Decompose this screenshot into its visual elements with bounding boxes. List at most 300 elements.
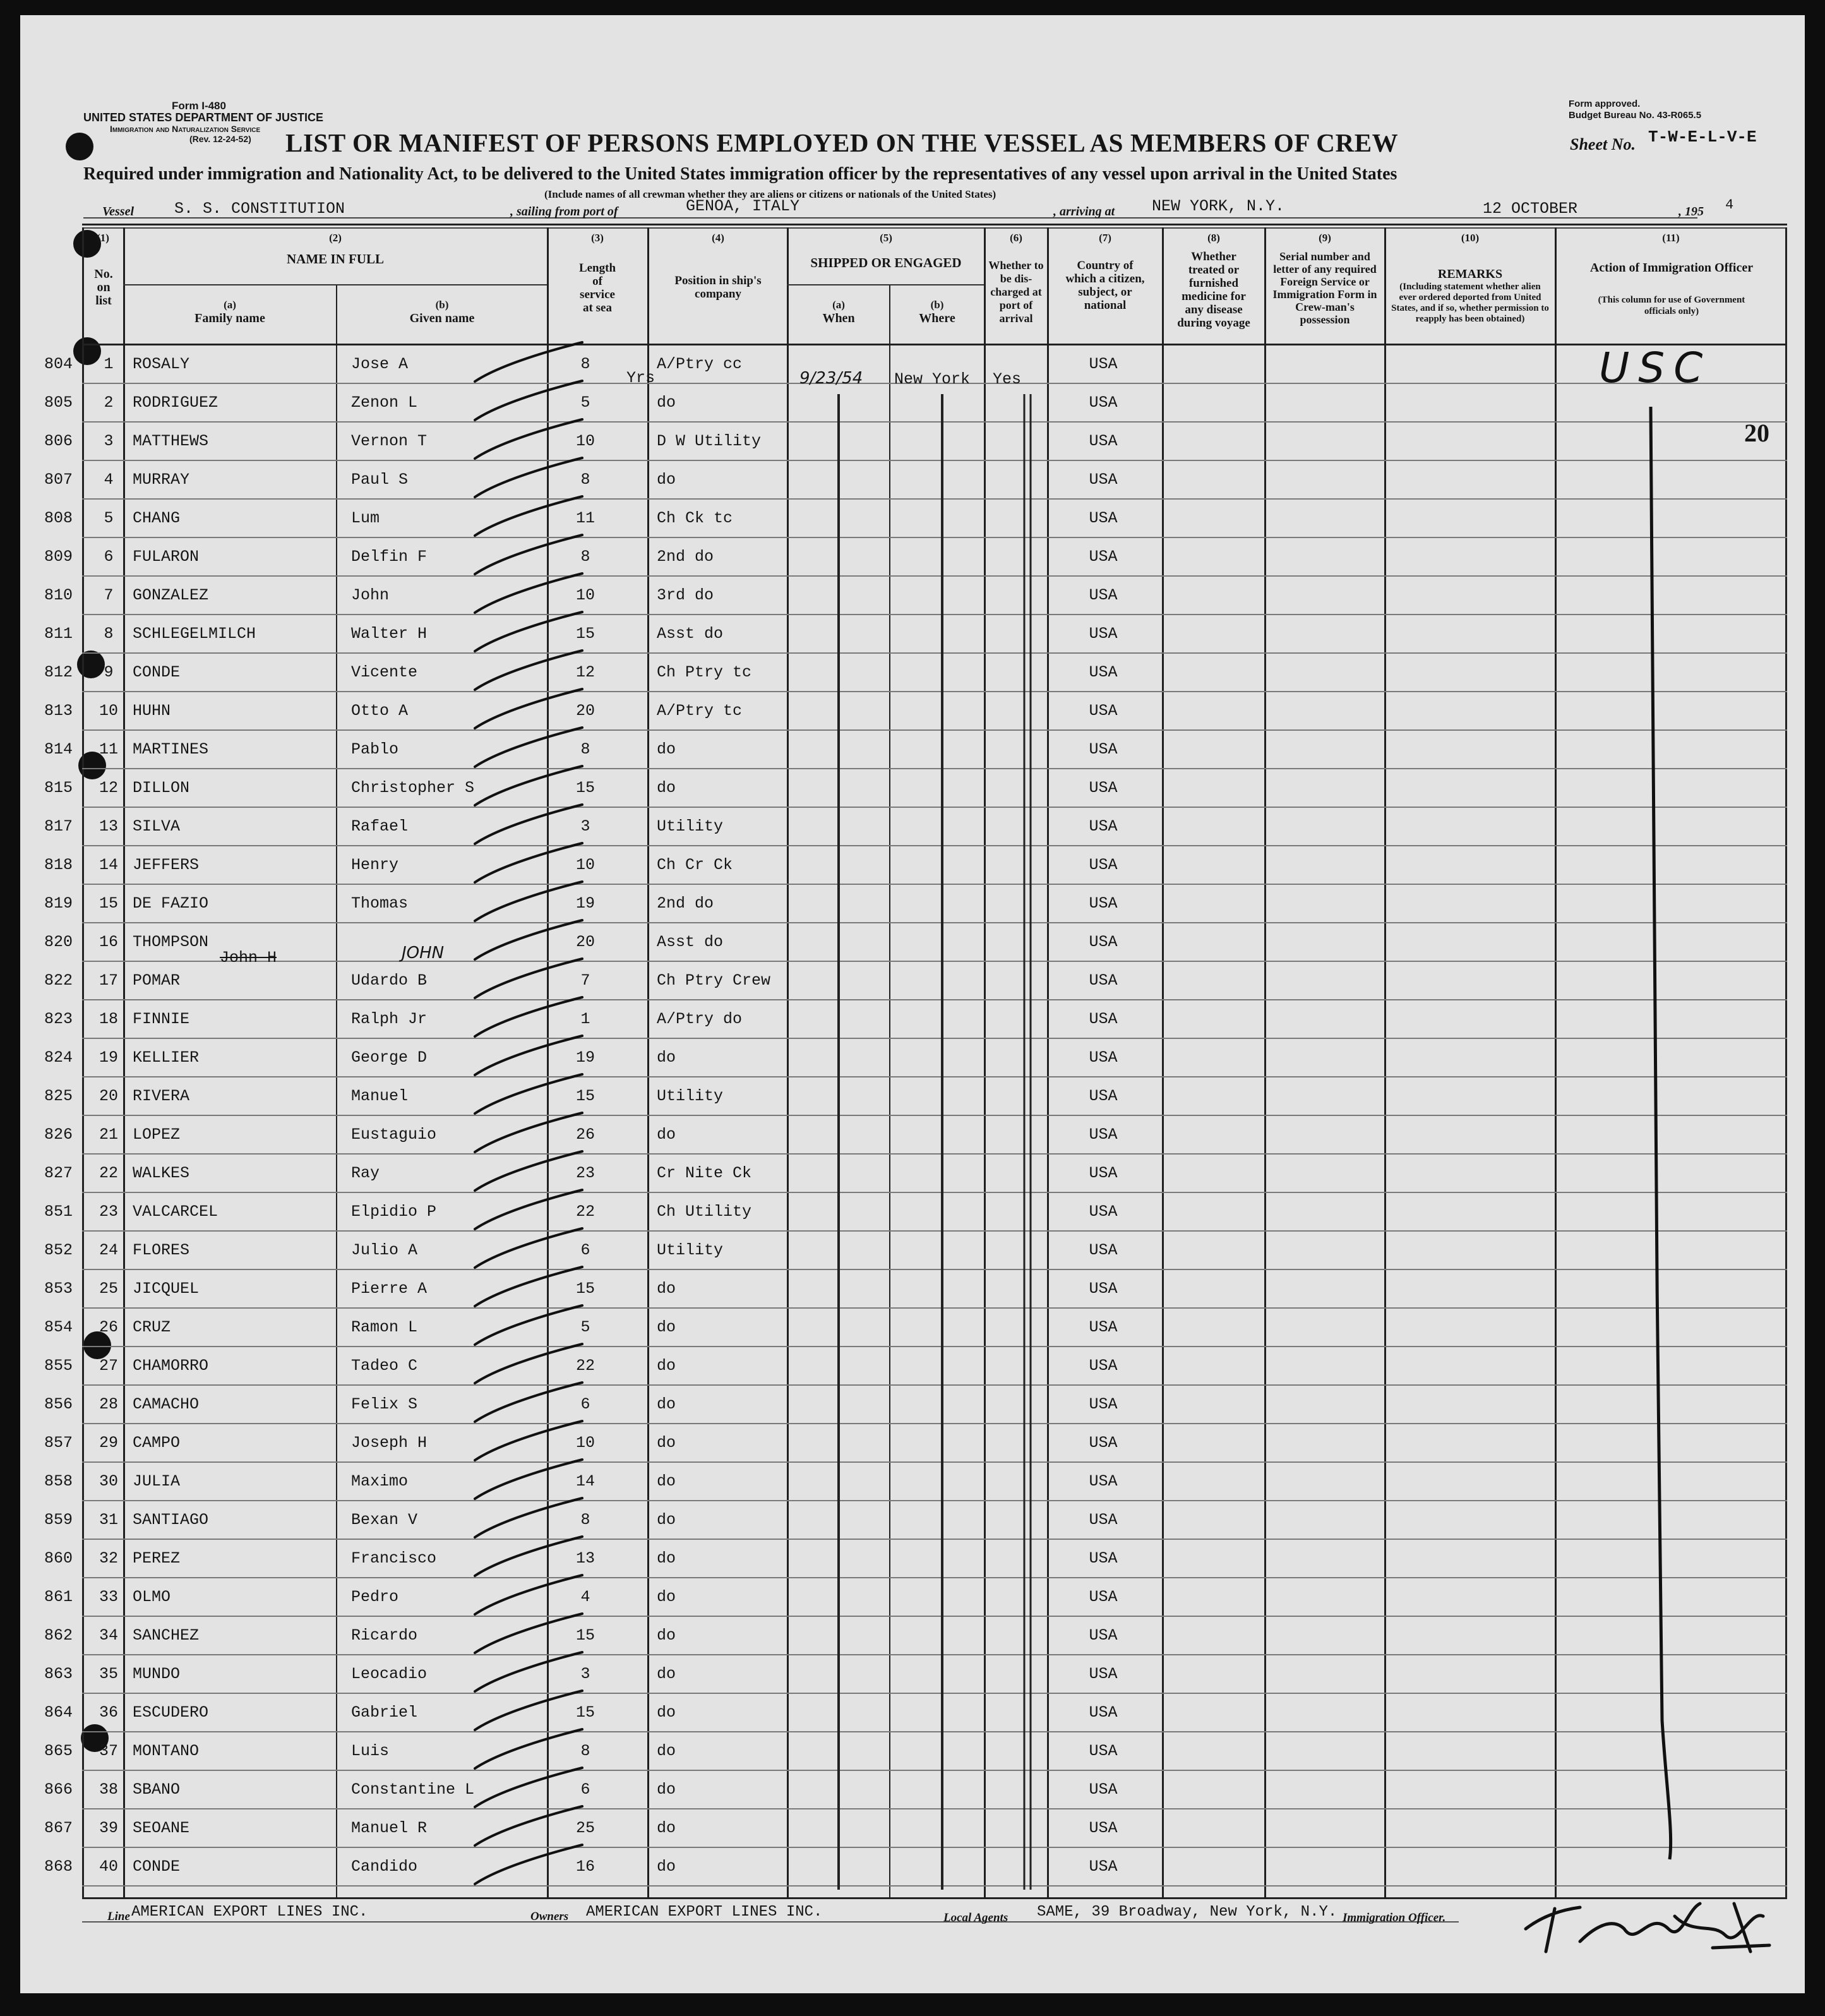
- position: D W Utility: [657, 432, 762, 450]
- given-name: George D: [351, 1048, 428, 1067]
- form-approved: Form approved.: [1569, 99, 1641, 109]
- family-name: VALCARCEL: [133, 1203, 218, 1221]
- position: Ch Ptry Crew: [657, 971, 771, 990]
- position: do: [657, 1549, 676, 1568]
- position: do: [657, 1626, 676, 1645]
- line-label: Line: [107, 1910, 130, 1923]
- nationality: USA: [1089, 1742, 1118, 1760]
- service-years: 10: [575, 432, 595, 450]
- nationality: USA: [1089, 355, 1118, 373]
- list-id: 854: [44, 1318, 73, 1336]
- family-name: MONTANO: [133, 1742, 200, 1760]
- nationality: USA: [1089, 779, 1118, 797]
- sheet-number: T-W-E-L-V-E: [1648, 128, 1757, 147]
- list-id: 825: [44, 1087, 73, 1105]
- family-name: HUHN: [133, 702, 171, 720]
- position: do: [657, 1125, 676, 1144]
- family-name: SEOANE: [133, 1819, 190, 1837]
- nationality: USA: [1089, 1318, 1118, 1336]
- list-id: 827: [44, 1164, 73, 1182]
- nationality: USA: [1089, 1511, 1118, 1529]
- position: do: [657, 1318, 676, 1336]
- list-id: 811: [44, 625, 73, 643]
- service-years: 15: [575, 779, 595, 797]
- given-name: Vernon T: [351, 432, 428, 450]
- col-3-header: Length of service at sea: [578, 261, 616, 315]
- col-1-number: (1): [97, 232, 109, 244]
- family-name: POMAR: [133, 971, 181, 990]
- row-number: 6: [104, 548, 114, 566]
- row-number: 26: [99, 1318, 118, 1336]
- row-number: 20: [99, 1087, 118, 1105]
- col-7-header: Country of which a citizen, subject, or national: [1065, 259, 1145, 312]
- family-name: SCHLEGELMILCH: [133, 625, 256, 643]
- given-name: Delfin F: [351, 548, 428, 566]
- family-name: MARTINES: [133, 740, 209, 759]
- sailing-port: GENOA, ITALY: [686, 197, 800, 215]
- family-name: KELLIER: [133, 1048, 200, 1067]
- row-number: 40: [99, 1857, 118, 1876]
- family-name: CAMACHO: [133, 1395, 200, 1413]
- nationality: USA: [1089, 1048, 1118, 1067]
- service-years: 25: [575, 1819, 595, 1837]
- family-name: GONZALEZ: [133, 586, 209, 604]
- row-1-shipped-where: New York: [894, 370, 971, 388]
- nationality: USA: [1089, 1819, 1118, 1837]
- position: A/Ptry tc: [657, 702, 743, 720]
- family-name: CHANG: [133, 509, 181, 527]
- row-number: 8: [104, 625, 114, 643]
- col-5-header: SHIPPED OR ENGAGED: [810, 255, 962, 270]
- row-number: 32: [99, 1549, 118, 1568]
- col-7-number: (7): [1099, 232, 1111, 244]
- checkmark-stroke: [475, 1267, 582, 1306]
- nationality: USA: [1089, 1010, 1118, 1028]
- service-years: 19: [575, 894, 595, 913]
- col-2-number: (2): [329, 232, 342, 244]
- row-number: 25: [99, 1280, 118, 1298]
- service-years: 26: [575, 1125, 595, 1144]
- list-id: 866: [44, 1780, 73, 1799]
- col-8-header: Whether treated or furnished medicine for any disease during voyage: [1177, 250, 1250, 330]
- col-2b-header: Given name: [409, 311, 475, 325]
- service-years: 14: [575, 1472, 595, 1491]
- list-id: 852: [44, 1241, 73, 1259]
- nationality: USA: [1089, 1203, 1118, 1221]
- checkmark-stroke: [475, 1344, 582, 1383]
- vessel-name: S. S. CONSTITUTION: [174, 200, 345, 218]
- family-name: SANTIAGO: [133, 1511, 209, 1529]
- nationality: USA: [1089, 1280, 1118, 1298]
- given-name: Henry: [351, 856, 399, 874]
- checkmark-stroke: [475, 535, 582, 574]
- officer-mark: USC: [1599, 344, 1712, 392]
- service-years: 11: [575, 509, 595, 527]
- position: do: [657, 1357, 676, 1375]
- checkmark-stroke: [475, 1113, 582, 1152]
- year-digit: 4: [1725, 197, 1734, 213]
- given-name: Pierre A: [351, 1280, 428, 1298]
- row-1-shipped-when: 9/23/54: [799, 369, 863, 388]
- position: Ch Utility: [657, 1203, 752, 1221]
- row-number: 3: [104, 432, 114, 450]
- list-id: 851: [44, 1203, 73, 1221]
- nationality: USA: [1089, 625, 1118, 643]
- list-id: 805: [44, 393, 73, 412]
- given-name: Candido: [351, 1857, 418, 1876]
- given-name: Paul S: [351, 471, 409, 489]
- service-years: 4: [580, 1588, 590, 1606]
- row-number: 2: [104, 393, 114, 412]
- list-id: 861: [44, 1588, 73, 1606]
- position: do: [657, 1819, 676, 1837]
- position: do: [657, 393, 676, 412]
- col-3-number: (3): [591, 232, 604, 244]
- given-name: Pedro: [351, 1588, 399, 1606]
- service-years: 15: [575, 625, 595, 643]
- nationality: USA: [1089, 1549, 1118, 1568]
- nationality: USA: [1089, 509, 1118, 527]
- service-years: 6: [580, 1395, 590, 1413]
- given-name: Udardo B: [351, 971, 428, 990]
- given-name: Thomas: [351, 894, 409, 913]
- pen-marks: [20, 15, 1805, 1993]
- col-10-header: REMARKS: [1437, 267, 1503, 281]
- service-years: 15: [575, 1703, 595, 1722]
- service-years: 13: [575, 1549, 595, 1568]
- position: do: [657, 779, 676, 797]
- position: A/Ptry cc: [657, 355, 743, 373]
- list-id: 863: [44, 1665, 73, 1683]
- position: do: [657, 1588, 676, 1606]
- given-name: Leocadio: [351, 1665, 428, 1683]
- position: do: [657, 1857, 676, 1876]
- position: do: [657, 1742, 676, 1760]
- service-years: 20: [575, 933, 595, 951]
- checkmark-stroke: [475, 458, 582, 497]
- col-9-header: Serial number and letter of any required Foreign Service or Immigration Form in Crew-man's possession: [1272, 250, 1377, 326]
- family-name: CHAMORRO: [133, 1357, 209, 1375]
- given-name: Christopher S: [351, 779, 475, 797]
- manifest-page: [20, 15, 1805, 1993]
- row-number: 35: [99, 1665, 118, 1683]
- checkmark-stroke: [475, 1421, 582, 1460]
- row-number: 22: [99, 1164, 118, 1182]
- nationality: USA: [1089, 971, 1118, 990]
- nationality: USA: [1089, 548, 1118, 566]
- given-name: Jose A: [351, 355, 409, 373]
- nationality: USA: [1089, 1857, 1118, 1876]
- row-16-struck-given: John H: [220, 949, 277, 967]
- checkmark-stroke: [475, 419, 582, 459]
- service-years: 20: [575, 702, 595, 720]
- checkmark-stroke: [475, 1383, 582, 1422]
- list-id: 857: [44, 1434, 73, 1452]
- family-name: WALKES: [133, 1164, 190, 1182]
- checkmark-stroke: [475, 1305, 582, 1345]
- list-id: 809: [44, 548, 73, 566]
- col-6-number: (6): [1010, 232, 1022, 244]
- row-number: 34: [99, 1626, 118, 1645]
- given-name: Vicente: [351, 663, 418, 681]
- family-name: JEFFERS: [133, 856, 200, 874]
- position: do: [657, 740, 676, 759]
- position: do: [657, 1665, 676, 1683]
- position: do: [657, 1434, 676, 1452]
- given-name: Lum: [351, 509, 380, 527]
- row-number: 21: [99, 1125, 118, 1144]
- list-id: 824: [44, 1048, 73, 1067]
- family-name: MUNDO: [133, 1665, 181, 1683]
- nationality: USA: [1089, 1164, 1118, 1182]
- col-5b-header: Where: [919, 311, 955, 325]
- family-name: JULIA: [133, 1472, 181, 1491]
- nationality: USA: [1089, 1780, 1118, 1799]
- checkmark-stroke: [475, 1036, 582, 1075]
- service-years: 3: [580, 817, 590, 836]
- position: Utility: [657, 1087, 724, 1105]
- checkmark-stroke: [475, 1806, 582, 1845]
- row-16-written-given: JOHN: [402, 944, 445, 963]
- row-number: 15: [99, 894, 118, 913]
- row-number: 30: [99, 1472, 118, 1491]
- row-number: 7: [104, 586, 114, 604]
- row-1-discharge: Yes: [993, 370, 1022, 388]
- nationality: USA: [1089, 933, 1118, 951]
- position: Ch Ck tc: [657, 509, 733, 527]
- given-name: Pablo: [351, 740, 399, 759]
- row-number: 36: [99, 1703, 118, 1722]
- position: Cr Nite Ck: [657, 1164, 752, 1182]
- checkmark-stroke: [475, 1845, 582, 1884]
- position: do: [657, 1511, 676, 1529]
- col-5a-header: When: [822, 311, 855, 325]
- row-number: 5: [104, 509, 114, 527]
- position: A/Ptry do: [657, 1010, 743, 1028]
- row-number: 31: [99, 1511, 118, 1529]
- arriving-port: NEW YORK, N.Y.: [1152, 197, 1285, 215]
- nationality: USA: [1089, 856, 1118, 874]
- service-years: 8: [580, 740, 590, 759]
- given-name: Ramon L: [351, 1318, 418, 1336]
- position: do: [657, 1395, 676, 1413]
- department: UNITED STATES DEPARTMENT OF JUSTICE: [83, 111, 324, 124]
- family-name: FULARON: [133, 548, 200, 566]
- row-number: 39: [99, 1819, 118, 1837]
- checkmark-stroke: [475, 728, 582, 767]
- given-name: Ricardo: [351, 1626, 418, 1645]
- checkmark-stroke: [475, 1151, 582, 1191]
- checkmark-stroke: [475, 1190, 582, 1229]
- given-name: Manuel: [351, 1087, 409, 1105]
- family-name: RIVERA: [133, 1087, 190, 1105]
- service-years: 10: [575, 856, 595, 874]
- service-years: 19: [575, 1048, 595, 1067]
- service-years: 22: [575, 1357, 595, 1375]
- nationality: USA: [1089, 1125, 1118, 1144]
- family-name: FLORES: [133, 1241, 190, 1259]
- checkmark-stroke: [475, 1460, 582, 1499]
- row-number: 27: [99, 1357, 118, 1375]
- nationality: USA: [1089, 663, 1118, 681]
- position: 2nd do: [657, 894, 714, 913]
- family-name: SANCHEZ: [133, 1626, 200, 1645]
- row-number: 33: [99, 1588, 118, 1606]
- list-id: 815: [44, 779, 73, 797]
- col-5-number: (5): [880, 232, 892, 244]
- position: 3rd do: [657, 586, 714, 604]
- agents-label: Local Agents: [943, 1911, 1008, 1924]
- col-11-number: (11): [1662, 232, 1680, 244]
- service-years: 5: [580, 393, 590, 412]
- row-number: 11: [99, 740, 118, 759]
- given-name: Felix S: [351, 1395, 418, 1413]
- list-id: 822: [44, 971, 73, 990]
- family-name: OLMO: [133, 1588, 171, 1606]
- nationality: USA: [1089, 471, 1118, 489]
- owners-value: AMERICAN EXPORT LINES INC.: [586, 1904, 823, 1921]
- checkmark-stroke: [475, 882, 582, 921]
- row-number: 13: [99, 817, 118, 836]
- position: Utility: [657, 1241, 724, 1259]
- given-name: Eustaguio: [351, 1125, 437, 1144]
- family-name: CONDE: [133, 1857, 181, 1876]
- document-title: LIST OR MANIFEST OF PERSONS EMPLOYED ON THE VESSEL AS MEMBERS OF CREW: [285, 128, 1399, 157]
- service-years: 10: [575, 1434, 595, 1452]
- service-years: 15: [575, 1626, 595, 1645]
- position: do: [657, 1280, 676, 1298]
- row-number: 37: [99, 1742, 118, 1760]
- family-name: ESCUDERO: [133, 1703, 209, 1722]
- list-id: 812: [44, 663, 73, 681]
- list-id: 813: [44, 702, 73, 720]
- row-number: 17: [99, 971, 118, 990]
- family-name: DE FAZIO: [133, 894, 209, 913]
- given-name: Bexan V: [351, 1511, 418, 1529]
- sheet-label: Sheet No.: [1570, 135, 1636, 153]
- position: do: [657, 1472, 676, 1491]
- col-2-header: NAME IN FULL: [286, 251, 384, 267]
- row-number: 29: [99, 1434, 118, 1452]
- service-years: 8: [580, 471, 590, 489]
- row-number: 18: [99, 1010, 118, 1028]
- row-number: 12: [99, 779, 118, 797]
- list-id: 856: [44, 1395, 73, 1413]
- nationality: USA: [1089, 1357, 1118, 1375]
- col-8-number: (8): [1207, 232, 1220, 244]
- list-id: 808: [44, 509, 73, 527]
- officer-label: Immigration Officer.: [1343, 1911, 1446, 1924]
- arrival-date: 12 OCTOBER: [1483, 200, 1578, 218]
- checkmark-stroke: [475, 920, 582, 959]
- checkmark-stroke: [475, 612, 582, 651]
- given-name: Luis: [351, 1742, 390, 1760]
- list-id: 868: [44, 1857, 73, 1876]
- nationality: USA: [1089, 1087, 1118, 1105]
- checkmark-stroke: [475, 766, 582, 805]
- col-1-header: No. on list: [94, 267, 113, 308]
- col-11-note: (This column for use of Government officials only): [1598, 295, 1745, 316]
- family-name: SBANO: [133, 1780, 181, 1799]
- service-years: 8: [580, 1742, 590, 1760]
- position: do: [657, 1048, 676, 1067]
- service-years: 1: [580, 1010, 590, 1028]
- list-id: 864: [44, 1703, 73, 1722]
- list-id: 867: [44, 1819, 73, 1837]
- row-number: 28: [99, 1395, 118, 1413]
- list-id: 807: [44, 471, 73, 489]
- family-name: CONDE: [133, 663, 181, 681]
- given-name: Rafael: [351, 817, 409, 836]
- row-number: 16: [99, 933, 118, 951]
- list-id: 865: [44, 1742, 73, 1760]
- row-number: 24: [99, 1241, 118, 1259]
- list-id: 804: [44, 355, 73, 373]
- nationality: USA: [1089, 1395, 1118, 1413]
- margin-count: 20: [1744, 419, 1769, 447]
- checkmark-stroke: [475, 1691, 582, 1730]
- service: Immigration and Naturalization Service: [110, 124, 261, 134]
- family-name: SILVA: [133, 817, 181, 836]
- family-name: PEREZ: [133, 1549, 181, 1568]
- service-years: 7: [580, 971, 590, 990]
- nationality: USA: [1089, 1472, 1118, 1491]
- family-name: MATTHEWS: [133, 432, 209, 450]
- checkmark-stroke: [475, 1614, 582, 1653]
- col-9-number: (9): [1319, 232, 1331, 244]
- col-4-header: Position in ship's company: [674, 274, 762, 301]
- col-6-header: Whether to be dis-charged at port of arrival: [988, 259, 1044, 325]
- col-11-header: Action of Immigration Officer: [1589, 261, 1754, 275]
- given-name: Ray: [351, 1164, 380, 1182]
- row-number: 38: [99, 1780, 118, 1799]
- given-name: Joseph H: [351, 1434, 428, 1452]
- document-subtitle: Required under immigration and Nationality Act, to be delivered to the United States immigration officer by the representatives of any vessel upon arrival in the United States: [83, 164, 1397, 184]
- family-name: CAMPO: [133, 1434, 181, 1452]
- family-name: MURRAY: [133, 471, 190, 489]
- position: Asst do: [657, 933, 724, 951]
- given-name: Constantine L: [351, 1780, 475, 1799]
- row-number: 19: [99, 1048, 118, 1067]
- checkmark-stroke: [475, 1768, 582, 1807]
- service-years: 8: [580, 1511, 590, 1529]
- service-years: 10: [575, 586, 595, 604]
- service-years: 6: [580, 1780, 590, 1799]
- list-id: 818: [44, 856, 73, 874]
- given-name: Ralph Jr: [351, 1010, 428, 1028]
- vessel-label: Vessel: [102, 205, 134, 219]
- position: 2nd do: [657, 548, 714, 566]
- service-years: 15: [575, 1280, 595, 1298]
- list-id: 820: [44, 933, 73, 951]
- row-1-years-unit: Yrs: [626, 369, 655, 387]
- given-name: Francisco: [351, 1549, 437, 1568]
- family-name: DILLON: [133, 779, 190, 797]
- nationality: USA: [1089, 1434, 1118, 1452]
- family-name: LOPEZ: [133, 1125, 181, 1144]
- checkmark-stroke: [475, 1074, 582, 1113]
- row-number: 23: [99, 1203, 118, 1221]
- service-years: 6: [580, 1241, 590, 1259]
- list-id: 819: [44, 894, 73, 913]
- arriving-label: , arriving at: [1053, 205, 1115, 219]
- list-id: 806: [44, 432, 73, 450]
- nationality: USA: [1089, 1588, 1118, 1606]
- row-number: 10: [99, 702, 118, 720]
- given-name: John: [351, 586, 390, 604]
- checkmark-stroke: [475, 1652, 582, 1691]
- list-id: 860: [44, 1549, 73, 1568]
